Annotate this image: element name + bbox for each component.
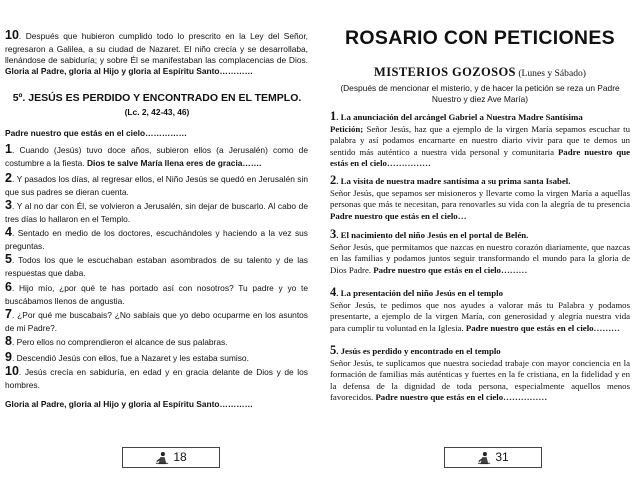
mystery-4: 4. La presentación del niño Jesús en el templo Señor Jesús, te pedimos que nos ayudes a valorar más tu Palabra y podamos presentarte, a ejemplo de la virgen María, con generosidad y alegría nuestra vida para cumplir tu voluntad en la Iglesia. Padre nuestro que estás en el cielo……… <box>330 285 630 333</box>
page-number-box <box>122 447 220 468</box>
praying-figure-icon <box>477 451 491 465</box>
page-number: 31 <box>495 449 509 464</box>
mystery-1: 1. La anunciación del arcángel Gabriel a Nuestra Madre Santísima Petición; Señor Jesús, haz que a ejemplo de la virgen María sepamos escuchar tu palabra y así podamos encarnarte en nuestro diario vivir para que te demos un sentido más auténtico a nuestra vida personal y comunitaria Padre nuestro que estás en el cielo…………… <box>330 109 631 168</box>
verse-3: 3. Y al no dar con Él, se volvieron a Jerusalén, sin dejar de buscarlo. Al cabo de tres días lo hallaron en el Templo. <box>5 198 308 224</box>
verse-5: 5. Todos los que le escuchaban estaban asombrados de su talento y de las respuestas que daba. <box>5 252 308 278</box>
page-number: 18 <box>173 449 187 464</box>
verse-1: 1. Cuando (Jesús) tuvo doce años, subieron ellos (a Jerusalén) como de costumbre a la fiesta. Dios te salve María llena eres de gracia……. <box>5 142 308 168</box>
verse-6: 6. Hijo mío, ¿por qué te has portado así con nosotros? Tu padre y yo te buscábamos llenos de angustia. <box>5 280 308 306</box>
verse-4: 4. Sentado en medio de los doctores, escuchándoles y haciendo a la vez sus preguntas. <box>5 225 308 251</box>
glory-be: Gloria al Padre, gloria al Hijo y gloria al Espíritu Santo………… <box>5 399 254 409</box>
verse-9: 9. Descendió Jesús con ellos, fue a Nazaret y les estaba sumiso. <box>5 350 249 364</box>
verse-2: 2. Y pasados los días, al regresar ellos, el Niño Jesús se quedó en Jerusalén sin que sus padres se dieran cuenta. <box>5 171 308 197</box>
our-father-intro: Padre nuestro que estás en el cielo…………… <box>5 128 187 138</box>
mystery-reference: (Lc. 2, 42-43, 46) <box>124 107 190 117</box>
mystery-2: 2. La visita de nuestra madre santísima a su prima santa Isabel. Señor Jesús, que sepamos ser misioneros y llevarte como la virgen María a aquellas personas que más te necesitan, para renovarles su vida con la alegría de tu presencia Padre nuestro que estás en el cielo… <box>330 173 630 221</box>
praying-figure-icon <box>155 451 169 465</box>
verse-7: 7. ¿Por qué me buscabais? ¿No sabíais que yo debo ocuparme en los asuntos de mi Padre?. <box>5 307 308 333</box>
mysteries-subtitle: MISTERIOS GOZOSOS (Lunes y Sábado) <box>374 65 586 79</box>
mystery-3: 3. El nacimiento del niño Jesús en el portal de Belén. Señor Jesús, que permitamos que nazcas en nuestro corazón diariamente, que nazcas en las familias y podamos juntos seguir transformando el mundo para la gloria de Dios Padre. Padre nuestro que estás en el cielo……… <box>330 227 630 275</box>
verse-10: 10. Jesús crecía en sabiduría, en edad y en gracia delante de Dios y de los hombres. <box>5 364 308 390</box>
mystery-title: 5º. JESÚS ES PERDIDO Y ENCONTRADO EN EL TEMPLO. <box>12 92 302 104</box>
page-number-box <box>444 447 542 468</box>
verse-10-prev: 10. Después que hubieron cumplido todo lo prescrito en la Ley del Señor, regresaron a Galilea, a su ciudad de Nazaret. El niño crecía y se desarrollaba, llenándose de sabiduría; y sobre Él se manifestaban las complacencias de Dios. Gloria al Padre, gloria al Hijo y gloria al Espíritu Santo………… <box>5 28 308 76</box>
mystery-5: 5. Jesús es perdido y encontrado en el templo Señor Jesús, te suplicamos que nuestra sociedad trabaje con mayor conciencia en la formación de familias más auténticas y fuertes en la fe cristiana, en la fidelidad y en la defensa de la dignidad de toda persona, especialmente aquellos menos favorecidos. Padre nuestro que estás en el cielo…………… <box>330 343 630 402</box>
instruction-note: (Después de mencionar el misterio, y de hacer la petición se reza un Padre Nuestro y diez Ave María) <box>340 83 620 104</box>
verse-8: 8. Pero ellos no comprendieron el alcance de sus palabras. <box>5 334 228 348</box>
page-title: ROSARIO CON PETICIONES <box>345 27 615 49</box>
